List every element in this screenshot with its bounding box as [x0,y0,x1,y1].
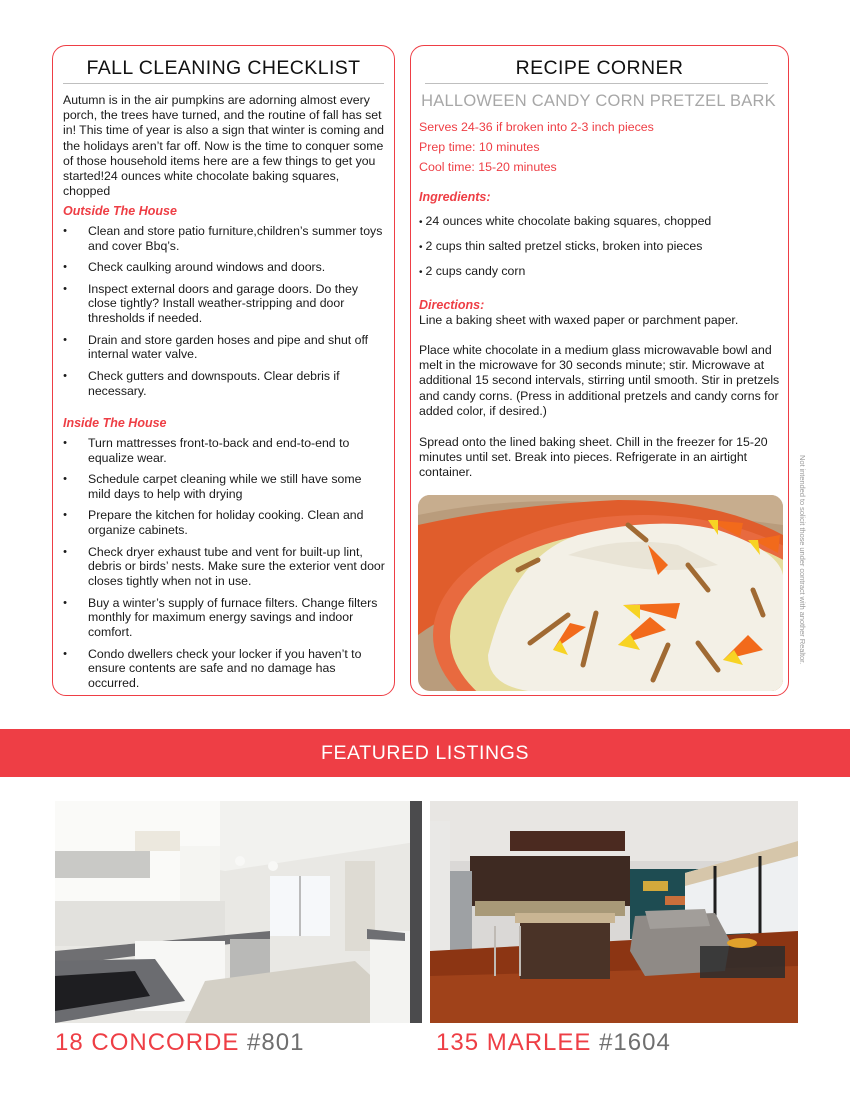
ingredient-item [419,264,779,280]
list-item [61,472,387,502]
bullet-icon: • [63,473,67,486]
checklist-title: FALL CLEANING CHECKLIST [86,57,361,79]
inside-house-list [61,436,387,698]
directions-heading: Directions: [419,298,485,312]
recipe-name: HALLOWEEN CANDY CORN PRETZEL BARK [421,92,776,110]
recipe-prep-time: Prep time: 10 minutes [419,140,540,154]
directions-step-2: Place white chocolate in a medium glass microwavable bowl and melt in the microwave for 30 seconds minute; stir. Microwave at additional 15 second intervals, stirring until smooth. Stir in pretzels and candy corns. (Press in additional pretzels and candy corns for added color, if desired.) [419,343,780,418]
bullet-icon: • [63,225,67,237]
ingredient-item [419,214,779,230]
ingredient-item [419,239,779,255]
list-item-text: Check gutters and downspouts. Clear debris if necessary. [88,368,340,398]
list-item-text: Prepare the kitchen for holiday cooking. Clean and organize cabinets. [88,508,364,538]
list-item [61,647,387,691]
list-item-text: Drain and store garden hoses and pipe and shut off internal water valve. [88,332,369,362]
listing-address: 135 MARLEE [436,1029,592,1056]
recipe-corner-title: RECIPE CORNER [515,57,684,79]
bullet-icon: • [63,333,67,346]
list-item-text: Condo dwellers check your locker if you haven’t to ensure contents are safe and no damage has occurred. [88,646,362,691]
bullet-icon: • [419,267,423,278]
featured-listings-banner [0,729,850,777]
fall-cleaning-checklist-panel [52,45,395,696]
recipe-title-divider [425,83,768,84]
bullet-icon: • [63,647,67,660]
listing-caption-concorde[interactable] [55,1029,304,1057]
listing-photo-concorde[interactable] [55,801,422,1023]
list-item-text: Clean and store patio furniture,children’s summer toys and cover Bbq’s. [88,224,383,253]
list-item [61,369,387,399]
recipe-serves: Serves 24-36 if broken into 2-3 inch pieces [419,120,654,134]
list-item [61,596,387,640]
candy-corn-bark-photo [418,495,783,691]
directions-step-3: Spread onto the lined baking sheet. Chill in the freezer for 15-20 minutes until set. Break into pieces. Refrigerate in an airtight container. [419,435,768,480]
list-item-text: Buy a winter’s supply of furnace filters. Change filters monthly for maximum energy savings and indoor comfort. [88,595,378,640]
listing-unit: #1604 [599,1029,671,1056]
bullet-icon: • [419,217,423,228]
bullet-icon: • [63,509,67,522]
list-item [61,282,387,326]
bullet-icon: • [63,261,67,274]
ingredients-heading: Ingredients: [419,190,491,204]
ingredients-list [419,214,779,289]
bullet-icon: • [63,369,67,382]
bullet-icon: • [63,437,67,449]
ingredient-text: 24 ounces white chocolate baking squares, chopped [425,214,712,228]
ingredient-text: 2 cups candy corn [425,264,526,278]
listing-unit: #801 [247,1029,305,1056]
listing-address: 18 CONCORDE [55,1029,240,1056]
list-item-text: Turn mattresses front-to-back and end-to-end to equalize wear. [88,436,350,465]
list-item-text: Check caulking around windows and doors. [88,260,326,275]
outside-house-list [61,224,387,405]
listing-photo-marlee[interactable] [430,801,798,1023]
list-item [61,545,387,589]
ingredient-text: 2 cups thin salted pretzel sticks, broken into pieces [425,239,703,253]
directions-step-1: Line a baking sheet with waxed paper or parchment paper. [419,313,739,327]
list-item [61,333,387,363]
bullet-icon: • [63,282,67,295]
recipe-cool-time: Cool time: 15-20 minutes [419,160,557,174]
recipe-corner-panel [410,45,789,696]
realtor-disclaimer: Not intended to solicit those under contract with another Realtor. [798,455,807,665]
featured-listings-title: FEATURED LISTINGS [320,742,530,764]
list-item [61,436,387,466]
list-item-text: Check dryer exhaust tube and vent for built-up lint, debris or birds’ nests. Make sure the exterior vent door closes tightly when not in use. [88,544,385,589]
list-item-text: Schedule carpet cleaning while we still have some mild days to help with drying [88,472,362,501]
inside-house-heading: Inside The House [63,416,167,430]
bullet-icon: • [419,242,423,253]
list-item [61,260,387,275]
checklist-title-divider [63,83,384,84]
list-item-text: Inspect external doors and garage doors. Do they close tightly? Install weather-stripping and door thresholds if needed. [88,281,359,326]
listing-caption-marlee[interactable] [436,1029,671,1057]
list-item [61,508,387,538]
outside-house-heading: Outside The House [63,204,177,218]
bullet-icon: • [63,545,67,558]
checklist-intro: Autumn is in the air pumpkins are adorning almost every porch, the trees have turned, and the routine of fall has set in! This time of year is also a sign that winter is coming and the holidays aren’t far off. Now is the time to conquer some of those household items here are a few things to get you started!24 ounces white chocolate baking squares, chopped [63,93,385,199]
bullet-icon: • [63,596,67,609]
list-item [61,224,387,254]
